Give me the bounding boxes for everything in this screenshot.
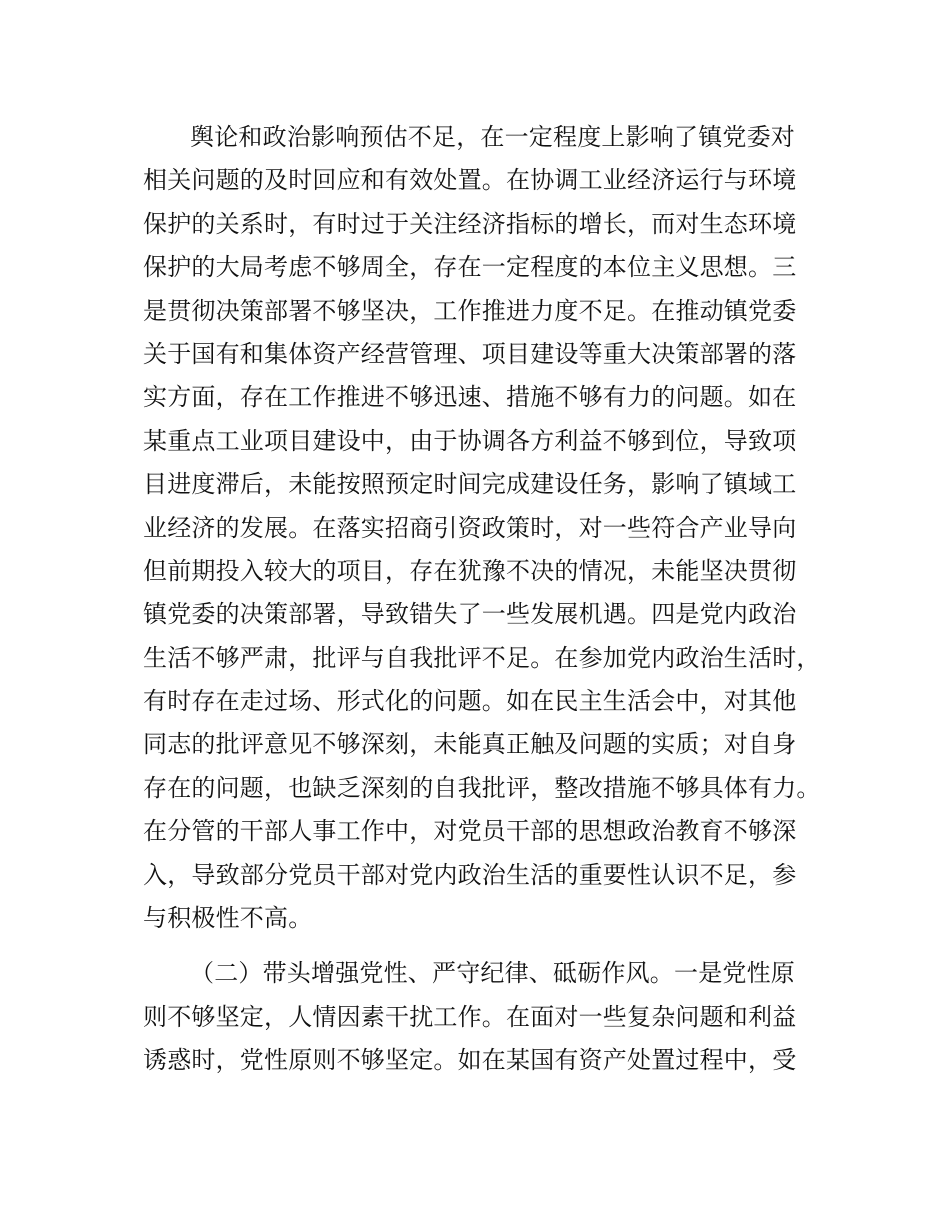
text-line: 保护的关系时，有时过于关注经济指标的增长，而对生态环境 bbox=[143, 209, 797, 238]
text-line: 相关问题的及时回应和有效处置。在协调工业经济运行与环境 bbox=[143, 166, 797, 195]
text-line: 同志的批评意见不够深刻，未能真正触及问题的实质；对自身 bbox=[143, 730, 797, 759]
paragraph-2 bbox=[143, 952, 833, 1082]
text-line: 保护的大局考虑不够周全，存在一定程度的本位主义思想。三 bbox=[143, 253, 797, 282]
text-line: 则不够坚定，人情因素干扰工作。在面对一些复杂问题和利益 bbox=[143, 1002, 797, 1031]
text-line: 实方面，存在工作推进不够迅速、措施不够有力的问题。如在 bbox=[143, 383, 797, 412]
document-body bbox=[143, 116, 833, 1083]
text-line: 但前期投入较大的项目，存在犹豫不决的情况，未能坚决贯彻 bbox=[143, 556, 797, 585]
text-line: 生活不够严肃，批评与自我批评不足。在参加党内政治生活时， bbox=[143, 643, 821, 672]
paragraph-spacer bbox=[143, 940, 833, 952]
paragraph-1 bbox=[143, 116, 833, 940]
text-line: 是贯彻决策部署不够坚决，工作推进力度不足。在推动镇党委 bbox=[143, 296, 797, 325]
text-line: 有时存在走过场、形式化的问题。如在民主生活会中，对其他 bbox=[143, 687, 797, 716]
text-line: 舆论和政治影响预估不足，在一定程度上影响了镇党委对 bbox=[190, 123, 795, 151]
text-line: 在分管的干部人事工作中，对党员干部的思想政治教育不够深 bbox=[143, 817, 797, 846]
text-line: 存在的问题，也缺乏深刻的自我批评，整改措施不够具体有力。 bbox=[143, 773, 821, 802]
text-line: 与积极性不高。 bbox=[143, 904, 313, 933]
text-line: 某重点工业项目建设中，由于协调各方利益不够到位，导致项 bbox=[143, 426, 797, 455]
text-line: 关于国有和集体资产经营管理、项目建设等重大决策部署的落 bbox=[143, 339, 797, 368]
text-line: 业经济的发展。在落实招商引资政策时，对一些符合产业导向 bbox=[143, 513, 797, 542]
text-line: （二）带头增强党性、严守纪律、砥砺作风。一是党性原 bbox=[190, 959, 795, 988]
text-line: 目进度滞后，未能按照预定时间完成建设任务，影响了镇域工 bbox=[143, 470, 797, 499]
text-line: 镇党委的决策部署，导致错失了一些发展机遇。四是党内政治 bbox=[143, 600, 797, 629]
text-line: 入，导致部分党员干部对党内政治生活的重要性认识不足，参 bbox=[143, 860, 797, 889]
text-line: 诱惑时，党性原则不够坚定。如在某国有资产处置过程中，受 bbox=[143, 1046, 797, 1075]
